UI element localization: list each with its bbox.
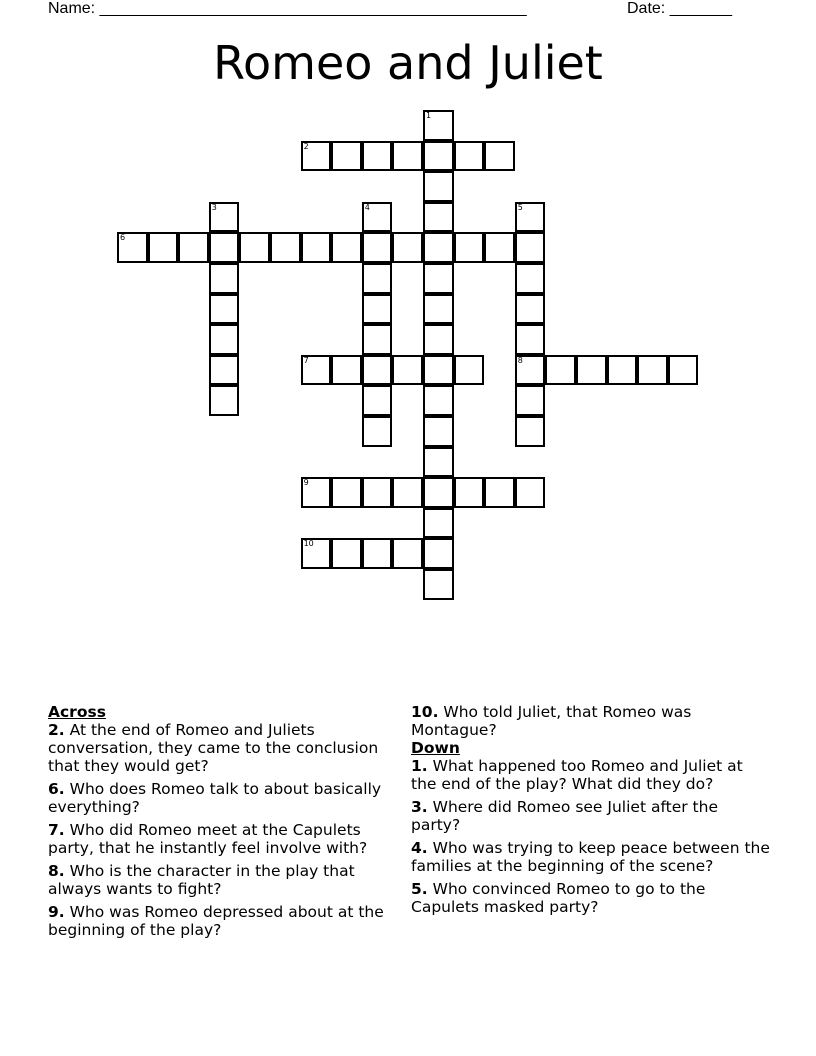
crossword-cell[interactable]: [515, 355, 546, 386]
clue-across-7: 7. Who did Romeo meet at the Capulets party, that he instantly feel involve with?: [48, 821, 368, 857]
crossword-cell[interactable]: [423, 385, 454, 416]
crossword-cell[interactable]: [362, 263, 393, 294]
crossword-cell[interactable]: [454, 355, 485, 386]
crossword-cell[interactable]: [454, 232, 485, 263]
crossword-cell[interactable]: [484, 141, 515, 172]
crossword-cell[interactable]: [515, 294, 546, 325]
crossword-cell[interactable]: [331, 141, 362, 172]
crossword-cell[interactable]: [515, 324, 546, 355]
clue-number: 1: [426, 111, 432, 120]
crossword-cell[interactable]: [209, 324, 240, 355]
crossword-cell[interactable]: [515, 202, 546, 233]
clue-number: 10: [303, 539, 314, 549]
crossword-cell[interactable]: [515, 477, 546, 508]
crossword-cell[interactable]: [423, 508, 454, 539]
crossword-cell[interactable]: [515, 232, 546, 263]
crossword-cell[interactable]: [423, 569, 454, 600]
crossword-cell[interactable]: [301, 232, 332, 263]
crossword-cell[interactable]: [301, 538, 332, 569]
crossword-cell[interactable]: [668, 355, 699, 386]
crossword-cell[interactable]: [392, 355, 423, 386]
crossword-cell[interactable]: [209, 355, 240, 386]
clue-number: 4: [364, 202, 370, 212]
clue-number: 9: [303, 478, 309, 488]
crossword-cell[interactable]: [301, 477, 332, 508]
clue-number: 6: [120, 233, 126, 243]
clue-across-6: 6. Who does Romeo talk to about basically everything?: [48, 780, 382, 816]
crossword-cell[interactable]: [423, 202, 454, 233]
crossword-cell[interactable]: [454, 477, 485, 508]
crossword-cell[interactable]: [423, 141, 454, 172]
clue-across-2: 2. At the end of Romeo and Juliets conversation, they came to the conclusion that they would get?: [48, 721, 379, 775]
crossword-cell[interactable]: [484, 232, 515, 263]
crossword-cell[interactable]: [423, 263, 454, 294]
crossword-cell[interactable]: [392, 141, 423, 172]
crossword-cell[interactable]: [209, 263, 240, 294]
crossword-cell[interactable]: [117, 232, 148, 263]
crossword-cell[interactable]: [607, 355, 638, 386]
crossword-cell[interactable]: [392, 477, 423, 508]
crossword-cell[interactable]: [423, 477, 454, 508]
crossword-cell[interactable]: [362, 416, 393, 447]
clue-number: 8: [517, 355, 523, 365]
date-field[interactable]: Date: _______: [627, 0, 732, 17]
crossword-cell[interactable]: [423, 294, 454, 325]
crossword-cell[interactable]: [362, 232, 393, 263]
crossword-cell[interactable]: [515, 385, 546, 416]
crossword-cell[interactable]: [239, 232, 270, 263]
crossword-cell[interactable]: [362, 477, 393, 508]
crossword-cell[interactable]: [423, 171, 454, 202]
clue-down-3: 3. Where did Romeo see Juliet after the party?: [411, 798, 718, 834]
crossword-cell[interactable]: [423, 447, 454, 478]
clue-number: 3: [211, 202, 217, 212]
clue-number: 5: [517, 202, 523, 212]
crossword-cell[interactable]: [362, 141, 393, 172]
clue-down-1: 1. What happened too Romeo and Juliet at the end of the play? What did they do?: [411, 757, 743, 793]
crossword-cell[interactable]: [301, 141, 332, 172]
crossword-cell[interactable]: [148, 232, 179, 263]
crossword-cell[interactable]: [423, 538, 454, 569]
name-field[interactable]: Name: ________________________________________________: [48, 0, 527, 17]
across-heading: Across: [48, 703, 106, 721]
clue-across-9: 9. Who was Romeo depressed about at the beginning of the play?: [48, 903, 384, 939]
crossword-cell[interactable]: [484, 477, 515, 508]
crossword-cell[interactable]: [301, 355, 332, 386]
crossword-cell[interactable]: [331, 232, 362, 263]
clues-right: [411, 703, 771, 921]
crossword-cell[interactable]: [362, 538, 393, 569]
crossword-cell[interactable]: [423, 416, 454, 447]
crossword-cell[interactable]: [209, 202, 240, 233]
crossword-cell[interactable]: [362, 324, 393, 355]
clue-across-8: 8. Who is the character in the play that always wants to fight?: [48, 862, 355, 898]
crossword-cell[interactable]: [576, 355, 607, 386]
crossword-cell[interactable]: [392, 538, 423, 569]
down-heading: Down: [411, 739, 460, 757]
crossword-cell[interactable]: [362, 385, 393, 416]
crossword-cell[interactable]: [331, 355, 362, 386]
crossword-cell[interactable]: [515, 263, 546, 294]
crossword-cell[interactable]: [423, 110, 454, 141]
clue-number: 7: [303, 355, 309, 365]
clue-across-10: 10. Who told Juliet, that Romeo was Montague?: [411, 703, 692, 739]
crossword-cell[interactable]: [637, 355, 668, 386]
crossword-cell[interactable]: [270, 232, 301, 263]
crossword-cell[interactable]: [454, 141, 485, 172]
crossword-cell[interactable]: [362, 202, 393, 233]
crossword-cell[interactable]: [331, 477, 362, 508]
crossword-cell[interactable]: [515, 416, 546, 447]
crossword-cell[interactable]: [362, 294, 393, 325]
crossword-cell[interactable]: [423, 355, 454, 386]
clue-down-5: 5. Who convinced Romeo to go to the Capulets masked party?: [411, 880, 706, 916]
clue-down-4: 4. Who was trying to keep peace between the families at the beginning of the scene?: [411, 839, 770, 875]
page-title: Romeo and Juliet: [213, 36, 603, 90]
crossword-cell[interactable]: [331, 538, 362, 569]
clues-left: [48, 703, 408, 944]
crossword-cell[interactable]: [209, 385, 240, 416]
crossword-cell[interactable]: [209, 232, 240, 263]
crossword-cell[interactable]: [545, 355, 576, 386]
clue-number: 2: [303, 141, 309, 151]
crossword-cell[interactable]: [178, 232, 209, 263]
crossword-cell[interactable]: [362, 355, 393, 386]
crossword-cell[interactable]: [209, 294, 240, 325]
crossword-cell[interactable]: [392, 232, 423, 263]
crossword-cell[interactable]: [423, 232, 454, 263]
crossword-cell[interactable]: [423, 324, 454, 355]
